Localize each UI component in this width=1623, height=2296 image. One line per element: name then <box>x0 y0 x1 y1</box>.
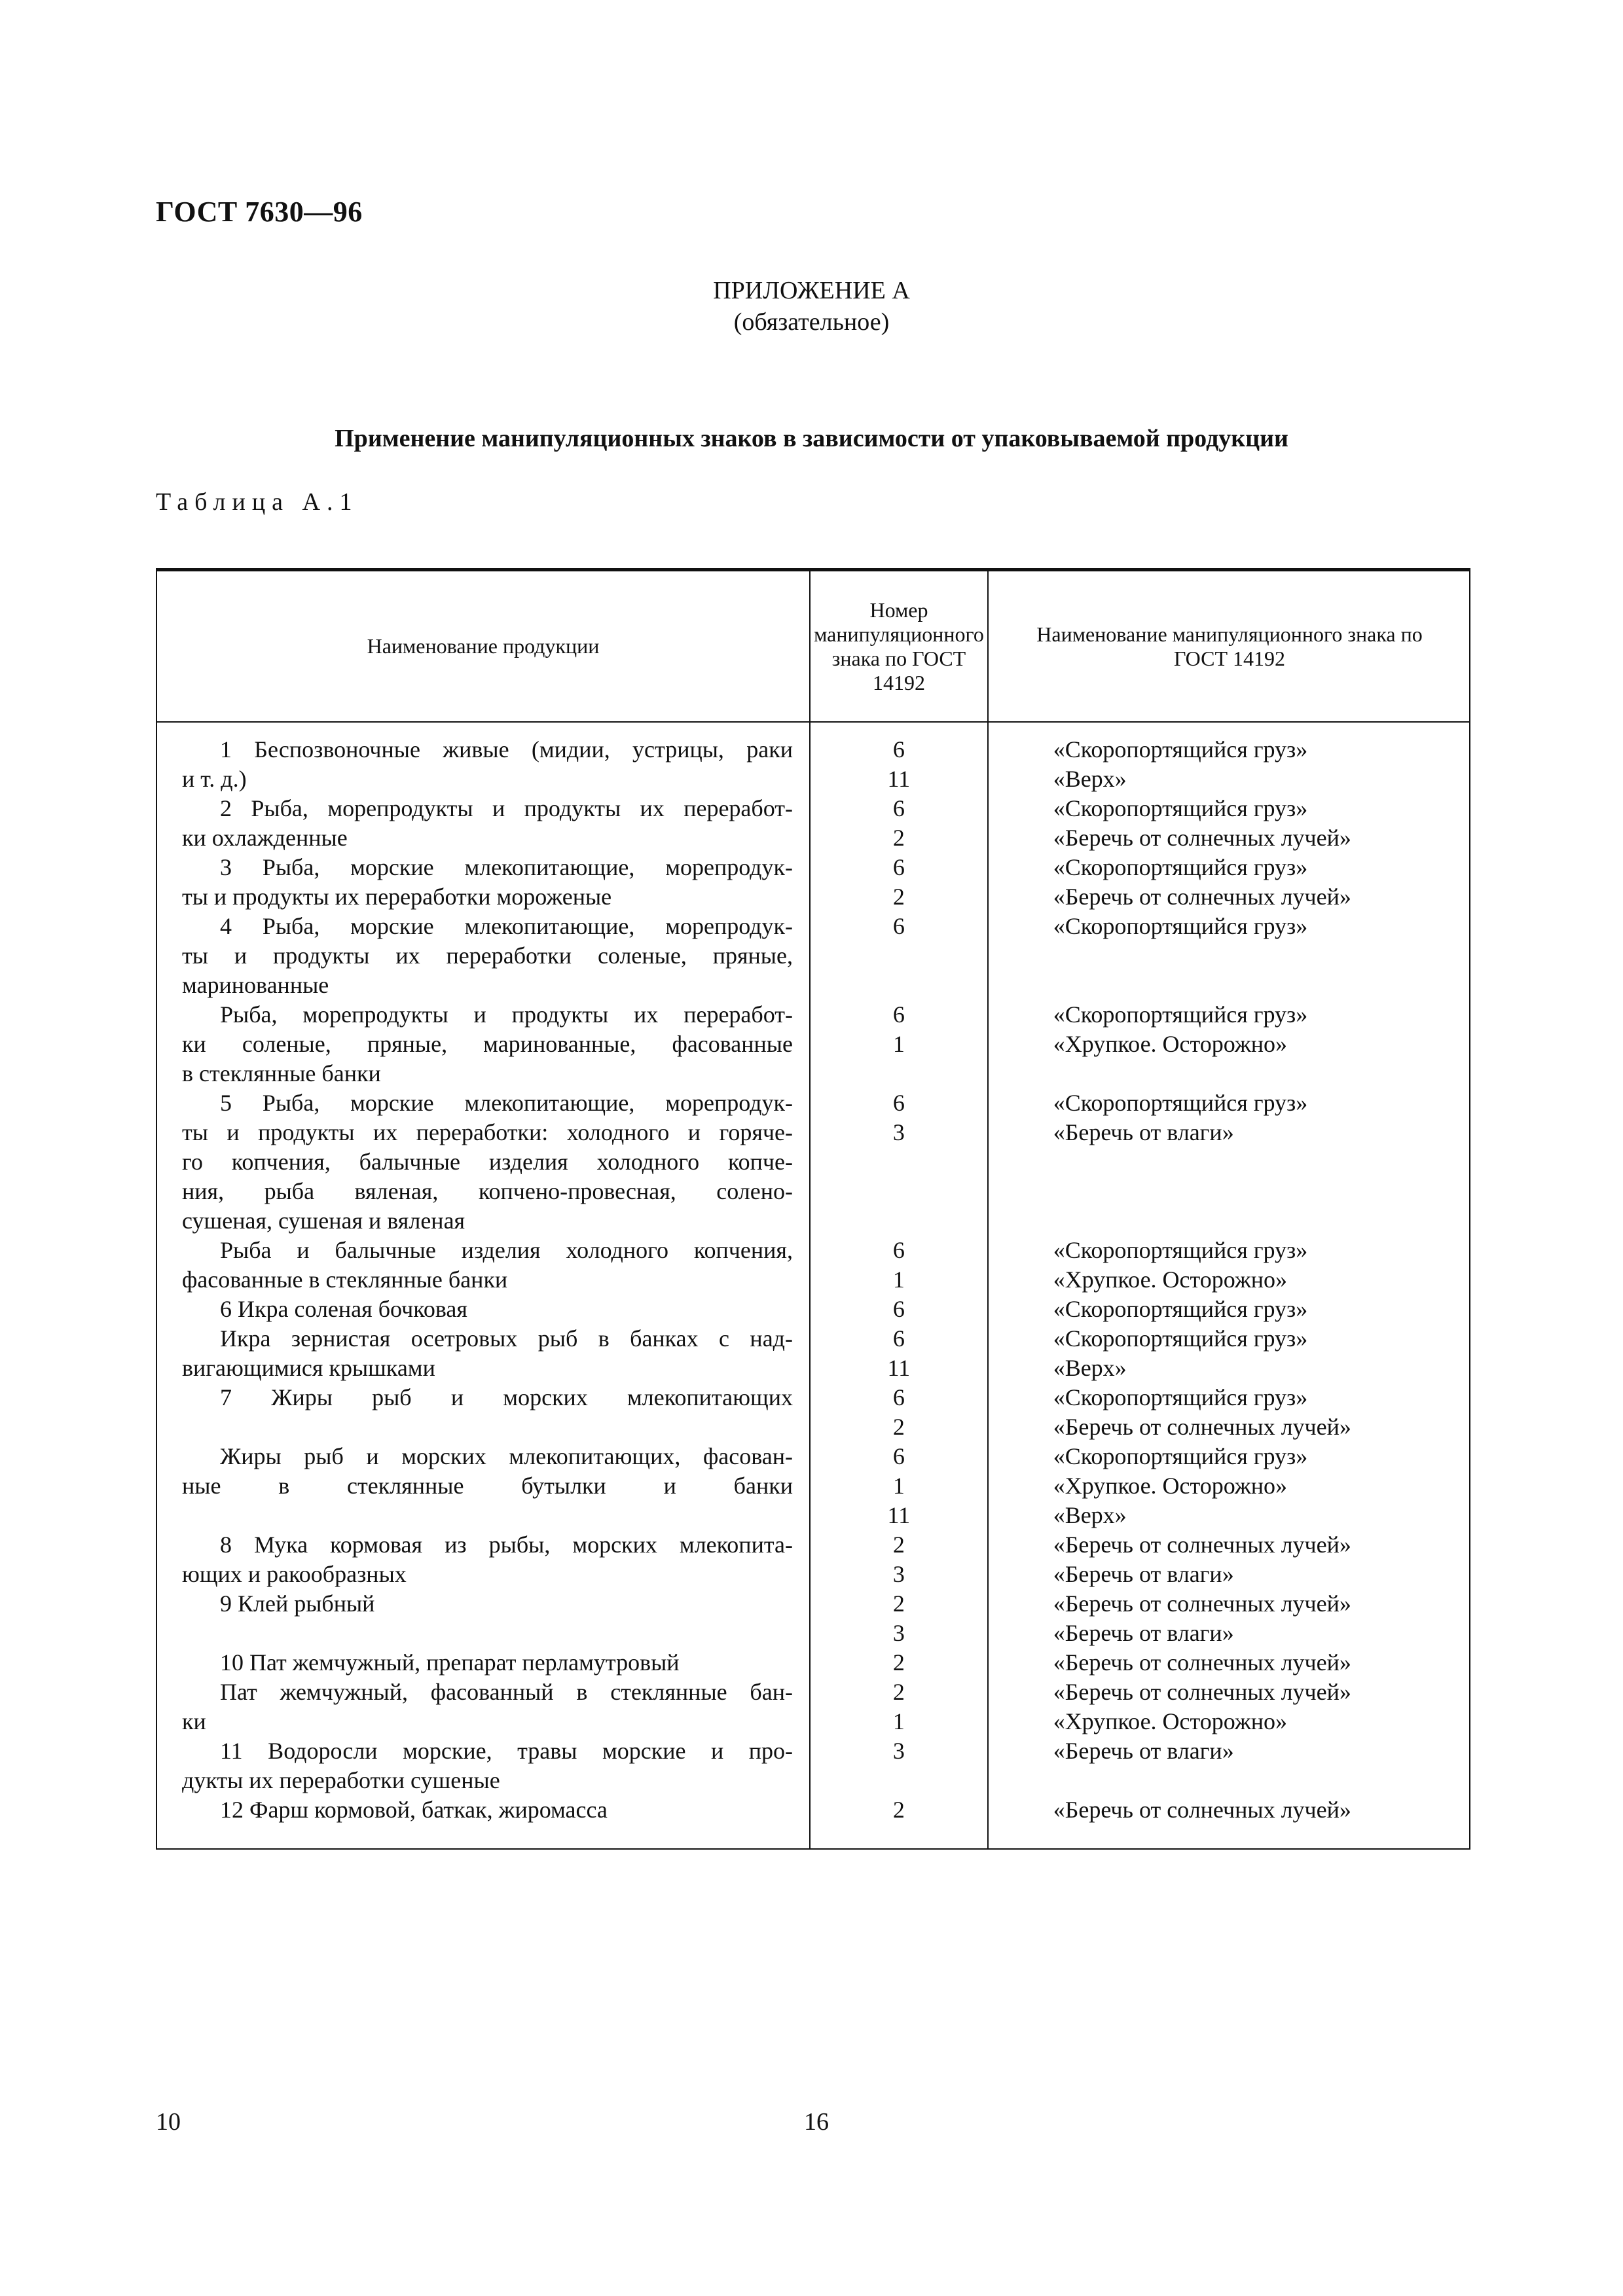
sign-number: 6 <box>892 1443 905 1469</box>
product-line <box>182 1412 793 1442</box>
sign-name: «Скоропортящийся груз» <box>1053 1325 1308 1352</box>
sign-number-cell <box>810 1295 988 1324</box>
sign-number: 2 <box>892 1649 905 1676</box>
sign-number: 6 <box>892 913 905 939</box>
sign-name-cell <box>988 1530 1469 1589</box>
sign-number: 3 <box>892 1561 905 1587</box>
sign-number-cell <box>810 1442 988 1530</box>
header-divider <box>157 721 1469 723</box>
product-line <box>182 1619 793 1648</box>
sign-number: 11 <box>887 766 911 792</box>
sign-name: «Скоропортящийся груз» <box>1053 1237 1308 1263</box>
sign-name: «Скоропортящийся груз» <box>1053 913 1308 939</box>
table-row <box>157 1324 1469 1383</box>
sign-name-cell <box>988 912 1469 1000</box>
product-line: ющих и ракообразных <box>182 1561 407 1587</box>
sign-name <box>1053 1059 1469 1088</box>
table-row <box>157 735 1469 794</box>
sign-name: «Верх» <box>1053 1355 1127 1381</box>
product-line: Рыба и балычные изделия холодного копчения, <box>220 1237 793 1263</box>
sign-name-cell <box>988 1736 1469 1795</box>
sign-number: 2 <box>892 1590 905 1617</box>
sign-name: «Беречь от солнечных лучей» <box>1053 1649 1351 1676</box>
sign-name <box>1053 1177 1469 1206</box>
sign-number: 11 <box>887 1355 911 1381</box>
sign-name: «Беречь от солнечных лучей» <box>1053 1532 1351 1558</box>
product-line: ки соленые, пряные, маринованные, фасованные <box>182 1031 793 1057</box>
sign-name-cell <box>988 1795 1469 1825</box>
sign-number: 6 <box>892 1384 905 1410</box>
sign-name-cell <box>988 735 1469 794</box>
product-line: дукты их переработки сушеные <box>182 1767 500 1793</box>
product-cell <box>157 1589 810 1648</box>
sign-number <box>810 1147 988 1177</box>
product-line: Пат жемчужный, фасованный в стеклянные бан- <box>220 1679 793 1705</box>
sign-name: «Беречь от солнечных лучей» <box>1053 1590 1351 1617</box>
sign-name-cell <box>988 1589 1469 1648</box>
product-line: Рыба, морепродукты и продукты их переработ- <box>220 1001 793 1028</box>
product-cell <box>157 794 810 853</box>
sign-number-cell <box>810 1677 988 1736</box>
sign-name-cell <box>988 1236 1469 1295</box>
sign-name: «Беречь от влаги» <box>1053 1620 1234 1646</box>
sign-name: «Беречь от солнечных лучей» <box>1053 884 1351 910</box>
sign-name-cell <box>988 1088 1469 1236</box>
sign-number: 1 <box>892 1266 905 1293</box>
table-row <box>157 1442 1469 1530</box>
sign-name-cell <box>988 1324 1469 1383</box>
sign-number-cell <box>810 1530 988 1589</box>
sign-name <box>1053 971 1469 1000</box>
sign-number-cell <box>810 794 988 853</box>
sign-number: 2 <box>892 825 905 851</box>
product-line: ки охлажденные <box>182 825 348 851</box>
sign-number-cell <box>810 1589 988 1648</box>
table-row <box>157 912 1469 1000</box>
table-row <box>157 1648 1469 1677</box>
sign-number-cell <box>810 1088 988 1236</box>
sign-name: «Верх» <box>1053 1502 1127 1528</box>
sign-number-cell <box>810 1383 988 1442</box>
header-sign-number: Номер манипуляционного знака по ГОСТ 14192 <box>814 598 984 694</box>
product-cell <box>157 912 810 1000</box>
product-line: 10 Пат жемчужный, препарат перламутровый <box>220 1649 680 1676</box>
product-line: сушеная, сушеная и вяленая <box>182 1208 465 1234</box>
sign-name <box>1053 1206 1469 1236</box>
product-cell <box>157 1530 810 1589</box>
table-row <box>157 1736 1469 1795</box>
sign-number-cell <box>810 912 988 1000</box>
header-product: Наименование продукции <box>367 634 600 658</box>
sign-name <box>1053 1766 1469 1795</box>
sign-name: «Беречь от влаги» <box>1053 1119 1234 1145</box>
sign-number: 2 <box>892 1532 905 1558</box>
product-line: Икра зернистая осетровых рыб в банках с над- <box>220 1325 793 1352</box>
product-line: маринованные <box>182 972 329 998</box>
product-cell <box>157 1324 810 1383</box>
sign-name <box>1053 941 1469 971</box>
sign-name-cell <box>988 1648 1469 1677</box>
product-line <box>182 1501 793 1530</box>
sign-number: 6 <box>892 1325 905 1352</box>
product-line: ты и продукты их переработки: холодного и горяче- <box>182 1119 793 1145</box>
product-line: 1 Беспозвоночные живые (мидии, устрицы, раки <box>220 736 793 762</box>
sign-number: 6 <box>892 1237 905 1263</box>
sign-number: 2 <box>892 1414 905 1440</box>
table-row <box>157 1000 1469 1088</box>
product-line: 4 Рыба, морские млекопитающие, морепродук- <box>220 913 793 939</box>
table-row <box>157 853 1469 912</box>
sign-name-cell <box>988 794 1469 853</box>
product-line: ты и продукты их переработки мороженые <box>182 884 612 910</box>
appendix-subtitle: (обязательное) <box>733 308 890 336</box>
sign-name-cell <box>988 1295 1469 1324</box>
table-row <box>157 1530 1469 1589</box>
sign-name-cell <box>988 853 1469 912</box>
sign-name: «Хрупкое. Осторожно» <box>1053 1266 1288 1293</box>
table-row <box>157 1677 1469 1736</box>
product-line: вигающимися крышками <box>182 1355 435 1381</box>
product-cell <box>157 1795 810 1825</box>
product-cell <box>157 1736 810 1795</box>
table-row <box>157 1589 1469 1648</box>
table-row <box>157 1236 1469 1295</box>
product-cell <box>157 735 810 794</box>
product-line: ния, рыба вяленая, копчено-провесная, солено- <box>182 1178 793 1204</box>
sign-name: «Хрупкое. Осторожно» <box>1053 1473 1288 1499</box>
sign-number-cell <box>810 1000 988 1088</box>
sign-number <box>810 941 988 971</box>
sign-number-cell <box>810 1736 988 1795</box>
product-line: ты и продукты их переработки соленые, пряные, <box>182 942 793 969</box>
sign-name-cell <box>988 1383 1469 1442</box>
sign-name: «Скоропортящийся груз» <box>1053 854 1308 880</box>
table-body <box>157 735 1469 1825</box>
document-code: ГОСТ 7630—96 <box>156 196 363 228</box>
sign-number: 3 <box>892 1119 905 1145</box>
product-line: 6 Икра соленая бочковая <box>220 1296 467 1322</box>
sign-number: 6 <box>892 736 905 762</box>
sign-number-cell <box>810 1236 988 1295</box>
sign-name-cell <box>988 1677 1469 1736</box>
sign-number-cell <box>810 853 988 912</box>
signs-table <box>156 568 1470 1850</box>
product-cell <box>157 1648 810 1677</box>
sign-number: 2 <box>892 884 905 910</box>
sign-number: 1 <box>892 1031 905 1057</box>
page-number-left: 10 <box>156 2108 181 2136</box>
sign-name: «Беречь от солнечных лучей» <box>1053 1797 1351 1823</box>
sign-name: «Беречь от влаги» <box>1053 1738 1234 1764</box>
product-cell <box>157 1088 810 1236</box>
product-line: и т. д.) <box>182 766 247 792</box>
sign-name: «Хрупкое. Осторожно» <box>1053 1708 1288 1734</box>
product-line: фасованные в стеклянные банки <box>182 1266 508 1293</box>
product-line: 8 Мука кормовая из рыбы, морских млекопита- <box>220 1532 793 1558</box>
sign-name: «Скоропортящийся груз» <box>1053 795 1308 821</box>
product-line: Жиры рыб и морских млекопитающих, фасован- <box>220 1443 793 1469</box>
sign-name: «Скоропортящийся груз» <box>1053 1443 1308 1469</box>
sign-name: «Скоропортящийся груз» <box>1053 1090 1308 1116</box>
sign-number: 6 <box>892 1001 905 1028</box>
sign-number-cell <box>810 1324 988 1383</box>
product-line: ки <box>182 1708 206 1734</box>
sign-name-cell <box>988 1442 1469 1530</box>
sign-number: 2 <box>892 1797 905 1823</box>
product-line: го копчения, балычные изделия холодного копче- <box>182 1149 793 1175</box>
sign-name: «Хрупкое. Осторожно» <box>1053 1031 1288 1057</box>
sign-name: «Беречь от солнечных лучей» <box>1053 1679 1351 1705</box>
product-cell <box>157 1236 810 1295</box>
sign-name: «Скоропортящийся груз» <box>1053 1001 1308 1028</box>
product-line: 12 Фарш кормовой, баткак, жиромасса <box>220 1797 608 1823</box>
sign-number: 2 <box>892 1679 905 1705</box>
page-number-center: 16 <box>804 2108 829 2136</box>
sign-number-cell <box>810 735 988 794</box>
table-row <box>157 1383 1469 1442</box>
sign-number: 1 <box>892 1708 905 1734</box>
appendix-title: ПРИЛОЖЕНИЕ А <box>713 277 910 304</box>
appendix-heading <box>0 275 1623 338</box>
table-row <box>157 1295 1469 1324</box>
sign-name: «Верх» <box>1053 766 1127 792</box>
sign-number: 6 <box>892 854 905 880</box>
sign-number: 6 <box>892 795 905 821</box>
product-cell <box>157 1677 810 1736</box>
product-line: в стеклянные банки <box>182 1060 381 1086</box>
sign-name: «Скоропортящийся груз» <box>1053 1384 1308 1410</box>
sign-number: 6 <box>892 1090 905 1116</box>
sign-name <box>1053 1147 1469 1177</box>
product-line: 5 Рыба, морские млекопитающие, морепродук- <box>220 1090 793 1116</box>
sign-number-cell <box>810 1648 988 1677</box>
sign-name: «Беречь от влаги» <box>1053 1561 1234 1587</box>
sign-name: «Скоропортящийся груз» <box>1053 736 1308 762</box>
product-cell <box>157 1383 810 1442</box>
section-title: Применение манипуляционных знаков в зависимости от упаковываемой продукции <box>335 425 1288 452</box>
product-line: 3 Рыба, морские млекопитающие, морепродук- <box>220 854 793 880</box>
product-cell <box>157 1442 810 1530</box>
sign-number <box>810 1059 988 1088</box>
sign-name: «Скоропортящийся груз» <box>1053 1296 1308 1322</box>
product-line: ные в стеклянные бутылки и банки <box>182 1473 793 1499</box>
product-cell <box>157 1295 810 1324</box>
product-cell <box>157 1000 810 1088</box>
table-label: Таблица А.1 <box>156 488 359 516</box>
product-cell <box>157 853 810 912</box>
product-line: 2 Рыба, морепродукты и продукты их переработ- <box>220 795 793 821</box>
table-row <box>157 794 1469 853</box>
product-line: 11 Водоросли морские, травы морские и про- <box>220 1738 793 1764</box>
product-line: 9 Клей рыбный <box>220 1590 375 1617</box>
sign-number: 11 <box>887 1502 911 1528</box>
sign-number: 6 <box>892 1296 905 1322</box>
sign-number-cell <box>810 1795 988 1825</box>
sign-number <box>810 971 988 1000</box>
sign-number: 3 <box>892 1738 905 1764</box>
sign-number <box>810 1206 988 1236</box>
table-row <box>157 1795 1469 1825</box>
sign-number: 3 <box>892 1620 905 1646</box>
table-row <box>157 1088 1469 1236</box>
sign-number <box>810 1766 988 1795</box>
sign-name-cell <box>988 1000 1469 1088</box>
sign-number <box>810 1177 988 1206</box>
product-line: 7 Жиры рыб и морских млекопитающих <box>220 1384 793 1410</box>
sign-number: 1 <box>892 1473 905 1499</box>
header-sign-name: Наименование манипуляционного знака по ГОСТ 14192 <box>1036 622 1423 670</box>
sign-name: «Беречь от солнечных лучей» <box>1053 825 1351 851</box>
sign-name: «Беречь от солнечных лучей» <box>1053 1414 1351 1440</box>
